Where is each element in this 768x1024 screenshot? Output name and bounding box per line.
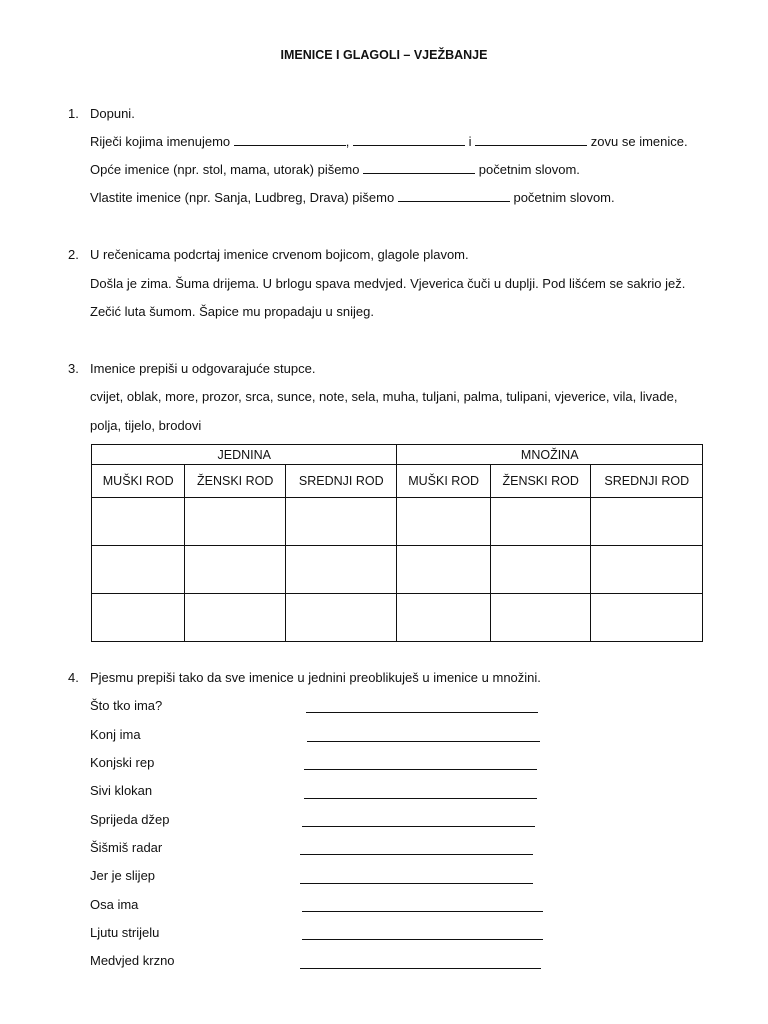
task-1-line-2 (90, 162, 580, 177)
answer-cell[interactable] (185, 546, 286, 594)
task-1-line-3-text-a: Vlastite imenice (npr. Sanja, Ludbreg, Drava) pišemo (90, 190, 395, 205)
header-jednina: JEDNINA (92, 445, 397, 465)
task-3-number: 3. (68, 361, 79, 376)
poem-line: Medvjed krzno (90, 953, 175, 968)
answer-blank[interactable] (300, 883, 533, 884)
task-1-line-1 (90, 134, 688, 149)
answer-cell[interactable] (397, 498, 490, 546)
answer-blank[interactable] (353, 134, 465, 146)
task-1-line-3 (90, 190, 615, 205)
answer-blank[interactable] (302, 939, 543, 940)
answer-cell[interactable] (490, 594, 591, 642)
task-2-number: 2. (68, 247, 79, 262)
task-4-heading: Pjesmu prepiši tako da sve imenice u jednini preoblikuješ u imenice u množini. (90, 670, 541, 685)
answer-blank[interactable] (306, 712, 538, 713)
answer-blank[interactable] (300, 854, 533, 855)
page-title: IMENICE I GLAGOLI – VJEŽBANJE (280, 48, 488, 62)
task-1-line-1-text-d: zovu se imenice. (590, 134, 688, 149)
task-1-number: 1. (68, 106, 79, 121)
col-header: SREDNJI ROD (591, 465, 703, 498)
task-1-line-2-text-a: Opće imenice (npr. stol, mama, utorak) pišemo (90, 162, 360, 177)
answer-cell[interactable] (286, 546, 397, 594)
answer-blank[interactable] (307, 741, 540, 742)
answer-blank[interactable] (398, 190, 510, 202)
poem-line: Što tko ima? (90, 698, 163, 713)
task-2-line-1: Došla je zima. Šuma drijema. U brlogu spava medvjed. Vjeverica čuči u duplji. Pod lišćem se sakrio jež. (90, 276, 686, 291)
answer-cell[interactable] (92, 546, 185, 594)
answer-cell[interactable] (185, 498, 286, 546)
answer-blank[interactable] (475, 134, 587, 146)
poem-line: Sprijeda džep (90, 812, 170, 827)
task-3-words-line-2: polja, tijelo, brodovi (90, 418, 202, 433)
answer-blank[interactable] (234, 134, 346, 146)
answer-cell[interactable] (397, 546, 490, 594)
poem-line: Ljutu strijelu (90, 925, 160, 940)
answer-cell[interactable] (92, 594, 185, 642)
poem-line: Šišmiš radar (90, 840, 163, 855)
answer-cell[interactable] (286, 594, 397, 642)
answer-blank[interactable] (304, 769, 537, 770)
task-3-heading: Imenice prepiši u odgovarajuće stupce. (90, 361, 316, 376)
answer-cell[interactable] (185, 594, 286, 642)
task-1-line-2-text-b: početnim slovom. (478, 162, 580, 177)
poem-line: Jer je slijep (90, 868, 156, 883)
answer-cell[interactable] (92, 498, 185, 546)
answer-blank[interactable] (304, 798, 537, 799)
answer-cell[interactable] (286, 498, 397, 546)
answer-cell[interactable] (591, 546, 703, 594)
col-header: SREDNJI ROD (286, 465, 397, 498)
answer-blank[interactable] (363, 162, 475, 174)
task-2-heading: U rečenicama podcrtaj imenice crvenom bojicom, glagole plavom. (90, 247, 469, 262)
task-2-line-2: Zečić luta šumom. Šapice mu propadaju u snijeg. (90, 304, 374, 319)
col-header: MUŠKI ROD (397, 465, 490, 498)
answer-cell[interactable] (591, 498, 703, 546)
task-1-line-1-text-a: Riječi kojima imenujemo (90, 134, 231, 149)
answer-blank[interactable] (302, 911, 543, 912)
answer-cell[interactable] (490, 498, 591, 546)
task-3-words-line-1: cvijet, oblak, more, prozor, srca, sunce, note, sela, muha, tuljani, palma, tulipani, vjeverice, vila, livade, (90, 389, 678, 404)
col-header: ŽENSKI ROD (185, 465, 286, 498)
sorting-table (91, 444, 703, 642)
answer-cell[interactable] (490, 546, 591, 594)
answer-blank[interactable] (302, 826, 535, 827)
poem-line: Sivi klokan (90, 783, 153, 798)
task-4-number: 4. (68, 670, 79, 685)
col-header: MUŠKI ROD (92, 465, 185, 498)
task-1-line-1-text-c: i (468, 134, 472, 149)
answer-cell[interactable] (591, 594, 703, 642)
col-header: ŽENSKI ROD (490, 465, 591, 498)
poem-line: Konjski rep (90, 755, 155, 770)
task-1-line-1-comma: , (345, 134, 350, 149)
answer-cell[interactable] (397, 594, 490, 642)
poem-line: Konj ima (90, 727, 141, 742)
task-1-heading: Dopuni. (90, 106, 135, 121)
task-1-line-3-text-b: početnim slovom. (513, 190, 615, 205)
answer-blank[interactable] (300, 968, 541, 969)
poem-line: Osa ima (90, 897, 139, 912)
header-mnozina: MNOŽINA (397, 445, 703, 465)
